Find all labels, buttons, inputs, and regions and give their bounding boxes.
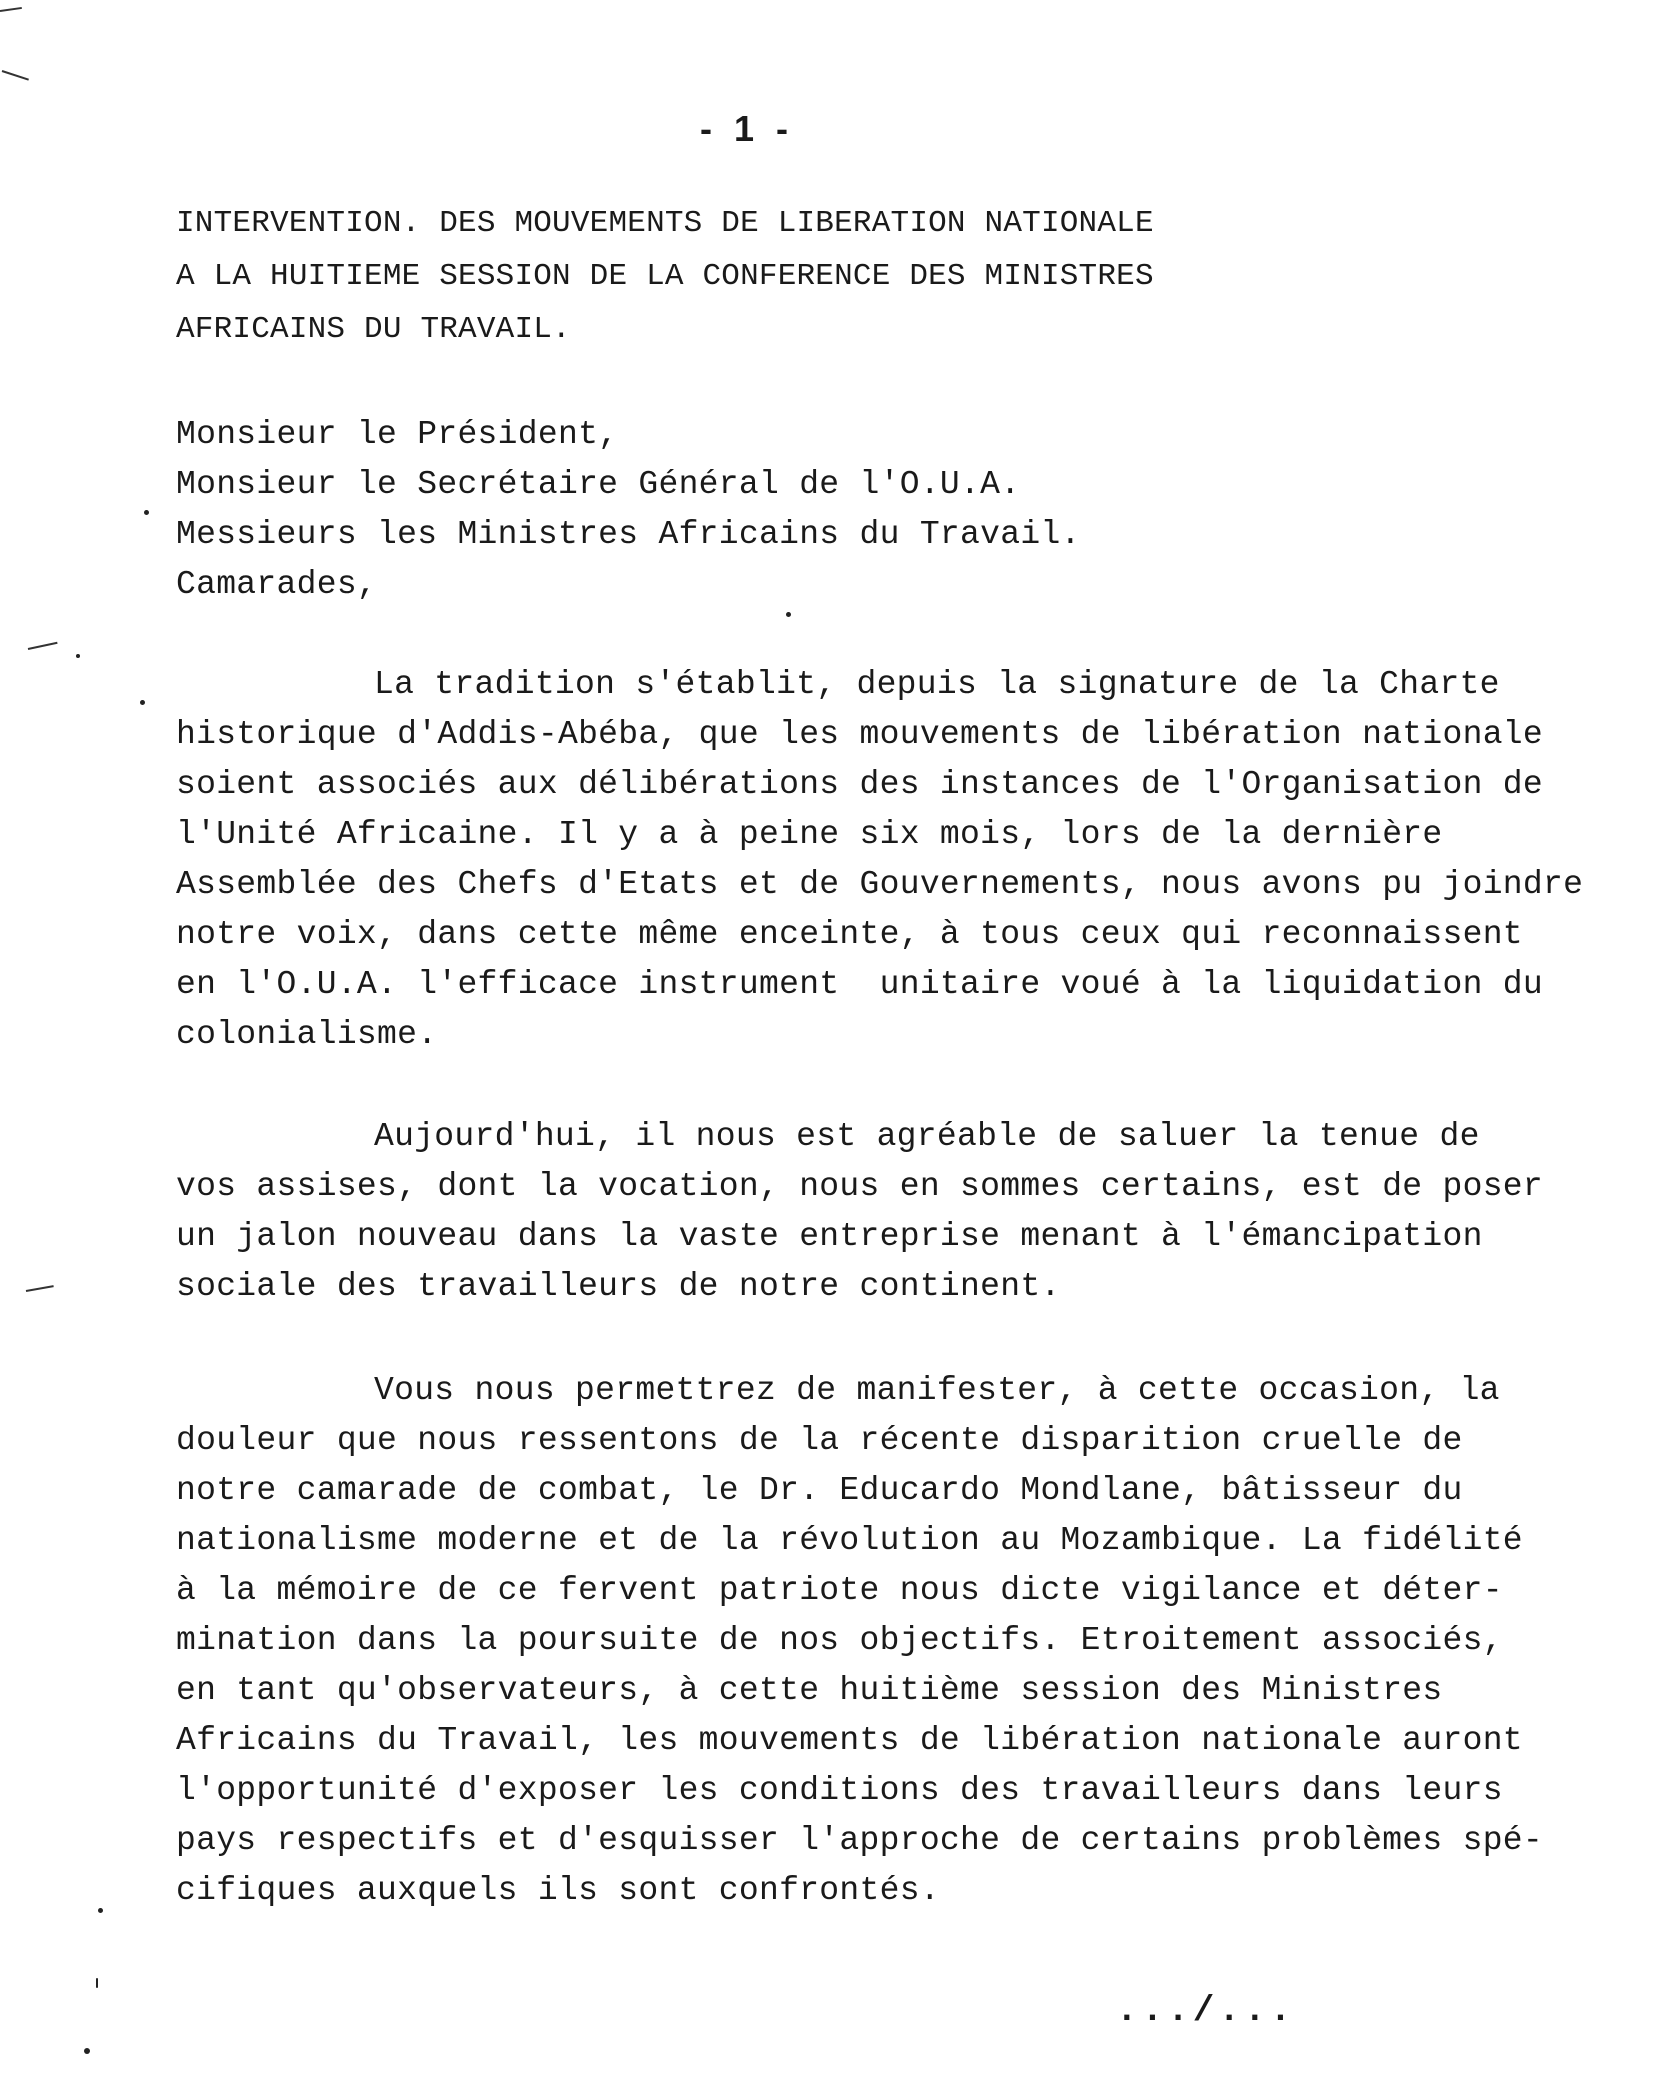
paragraph-line: en l'O.U.A. l'efficace instrument unitaire voué à la liquidation du <box>176 966 1544 1003</box>
margin-mark <box>26 1285 54 1292</box>
paragraph-line: un jalon nouveau dans la vaste entreprise menant à l'émancipation <box>176 1218 1483 1255</box>
heading-line: AFRICAINS DU TRAVAIL. <box>176 312 571 347</box>
paragraph-line: La tradition s'établit, depuis la signature de la Charte <box>374 666 1500 703</box>
scan-speck <box>144 510 149 515</box>
salutation-line: Monsieur le Secrétaire Général de l'O.U.A. <box>176 466 1021 503</box>
heading-line: A LA HUITIEME SESSION DE LA CONFERENCE DES MINISTRES <box>176 259 1154 294</box>
margin-mark <box>2 70 29 81</box>
scan-speck <box>786 612 791 617</box>
paragraph-line: nationalisme moderne et de la révolution au Mozambique. La fidélité <box>176 1522 1523 1559</box>
scan-speck <box>84 2048 90 2054</box>
scan-speck <box>96 1978 98 1988</box>
paragraph-line: à la mémoire de ce fervent patriote nous dicte vigilance et déter- <box>176 1572 1503 1609</box>
heading-line: INTERVENTION. DES MOUVEMENTS DE LIBERATION NATIONALE <box>176 206 1154 241</box>
paragraph-line: cifiques auxquels ils sont confrontés. <box>176 1872 940 1909</box>
salutation-line: Monsieur le Président, <box>176 416 619 453</box>
salutation-line: Messieurs les Ministres Africains du Travail. <box>176 516 1081 553</box>
margin-mark <box>0 7 22 12</box>
continuation-mark: .../... <box>1116 1990 1296 2031</box>
paragraph-line: douleur que nous ressentons de la récente disparition cruelle de <box>176 1422 1463 1459</box>
paragraph-line: notre camarade de combat, le Dr. Educardo Mondlane, bâtisseur du <box>176 1472 1463 1509</box>
page-number: - 1 - <box>700 108 795 149</box>
paragraph-line: notre voix, dans cette même enceinte, à tous ceux qui reconnaissent <box>176 916 1523 953</box>
paragraph-line: Aujourd'hui, il nous est agréable de saluer la tenue de <box>374 1118 1480 1155</box>
scan-speck <box>76 654 80 658</box>
margin-mark <box>28 642 58 650</box>
paragraph-line: l'opportunité d'exposer les conditions des travailleurs dans leurs <box>176 1772 1503 1809</box>
paragraph-line: pays respectifs et d'esquisser l'approche de certains problèmes spé- <box>176 1822 1544 1859</box>
paragraph-line: Assemblée des Chefs d'Etats et de Gouvernements, nous avons pu joindre <box>176 866 1584 903</box>
paragraph-line: en tant qu'observateurs, à cette huitième session des Ministres <box>176 1672 1443 1709</box>
paragraph-line: sociale des travailleurs de notre continent. <box>176 1268 1061 1305</box>
paragraph-line: colonialisme. <box>176 1016 438 1053</box>
paragraph-line: historique d'Addis-Abéba, que les mouvements de libération nationale <box>176 716 1544 753</box>
scan-speck <box>140 700 145 705</box>
scan-speck <box>98 1908 103 1913</box>
salutation-line: Camarades, <box>176 566 378 603</box>
paragraph-line: l'Unité Africaine. Il y a à peine six mois, lors de la dernière <box>176 816 1443 853</box>
paragraph-line: soient associés aux délibérations des instances de l'Organisation de <box>176 766 1544 803</box>
paragraph-line: Africains du Travail, les mouvements de libération nationale auront <box>176 1722 1523 1759</box>
paragraph-line: mination dans la poursuite de nos objectifs. Etroitement associés, <box>176 1622 1503 1659</box>
paragraph-line: vos assises, dont la vocation, nous en sommes certains, est de poser <box>176 1168 1544 1205</box>
paragraph-line: Vous nous permettrez de manifester, à cette occasion, la <box>374 1372 1500 1409</box>
